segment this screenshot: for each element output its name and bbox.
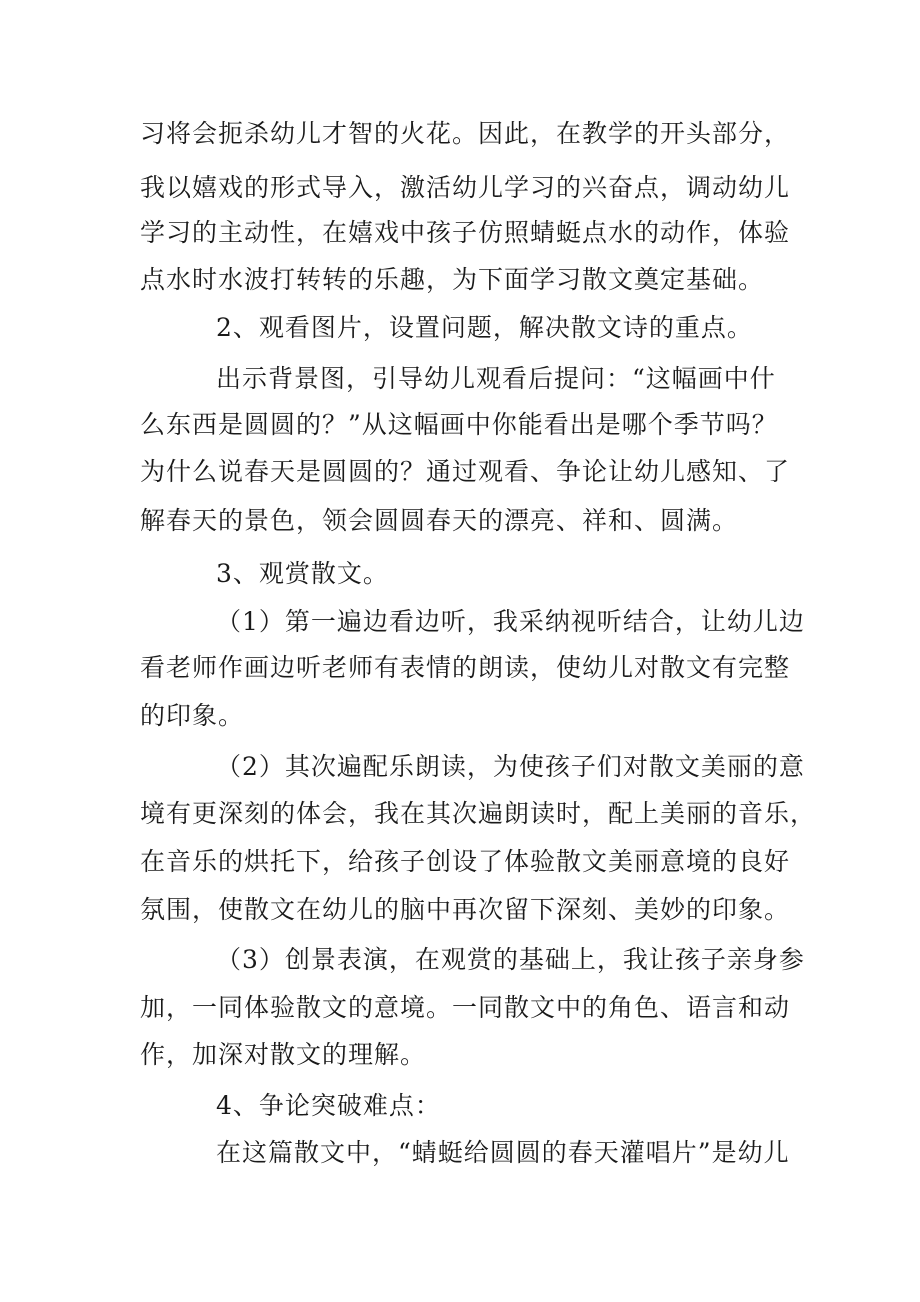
text-line: 习将会扼杀幼儿才智的火花。因此，在教学的开头部分， xyxy=(140,119,791,148)
text-line: （1）第一遍边看边听，我采纳视听结合，让幼儿边 xyxy=(216,607,805,636)
text-line: 的印象。 xyxy=(140,701,245,730)
text-line: （2）其次遍配乐朗读，为使孩子们对散文美丽的意 xyxy=(216,752,805,781)
text-line: 么东西是圆圆的？”从这幅画中你能看出是哪个季节吗？ xyxy=(140,410,778,439)
section-heading: 2、观看图片，设置问题，解决散文诗的重点。 xyxy=(216,313,753,342)
text-line: 为什么说春天是圆圆的？通过观看、争论让幼儿感知、了 xyxy=(140,457,791,486)
section-heading: 3、观赏散文。 xyxy=(216,559,389,588)
text-line: 点水时水波打转转的乐趣，为下面学习散文奠定基础。 xyxy=(140,265,765,294)
text-line: 境有更深刻的体会，我在其次遍朗读时，配上美丽的音乐， xyxy=(140,799,817,828)
text-line: 看老师作画边听老师有表情的朗读，使幼儿对散文有完整 xyxy=(140,653,791,682)
text-line: 氛围，使散文在幼儿的脑中再次留下深刻、美妙的印象。 xyxy=(140,895,791,924)
text-line: 在音乐的烘托下，给孩子创设了体验散文美丽意境的良好 xyxy=(140,847,791,876)
text-line: 作，加深对散文的理解。 xyxy=(140,1040,427,1069)
text-line: 在这篇散文中，“蜻蜓给圆圆的春天灌唱片”是幼儿 xyxy=(216,1138,790,1167)
section-heading: 4、争论突破难点： xyxy=(216,1091,441,1120)
text-line: 解春天的景色，领会圆圆春天的漂亮、祥和、圆满。 xyxy=(140,506,739,535)
text-line: （3）创景表演，在观赏的基础上，我让孩子亲身参 xyxy=(216,945,805,974)
text-line: 出示背景图，引导幼儿观看后提问：“这幅画中什 xyxy=(216,364,776,393)
text-line: 学习的主动性，在嬉戏中孩子仿照蜻蜓点水的动作，体验 xyxy=(140,218,791,247)
text-line: 加，一同体验散文的意境。一同散文中的角色、语言和动 xyxy=(140,993,791,1022)
text-line: 我以嬉戏的形式导入，激活幼儿学习的兴奋点，调动幼儿 xyxy=(140,173,791,202)
